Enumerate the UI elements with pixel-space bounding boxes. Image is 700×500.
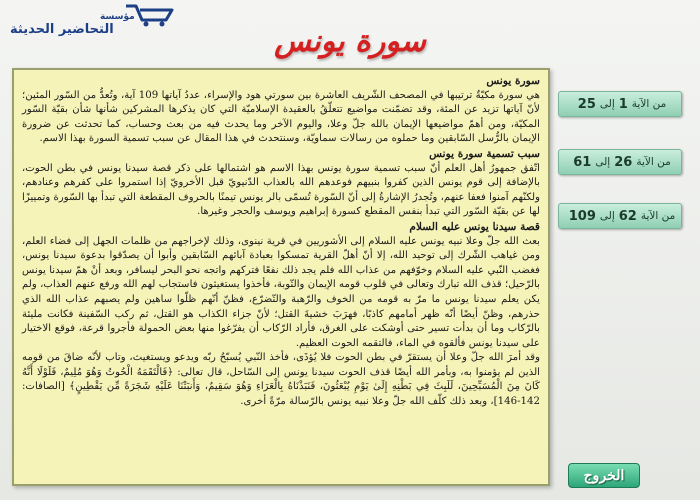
nav-sep: إلى: [599, 210, 615, 222]
nav-sep: إلى: [599, 98, 615, 110]
logo-name: التحاضير الحديثة: [10, 22, 114, 37]
nav-sep: إلى: [595, 156, 611, 168]
nav-prefix: من الآية: [631, 98, 667, 110]
exit-button[interactable]: الخروج: [568, 463, 640, 488]
section-paragraph: بعث الله جلّ وعلا نبيه يونس عليه السلام إلى الأشوريين في قرية نينوى، وذلك لإخراجهم من ظلمات الجهل إلى فضاء العلم، ومن غياهب الشّرك إلى توحيد الله، إلا أنّ أهلّ القرية تمسكوا بعبادة آبائهم السّابقين وأبوا أن يصدّقوا بدعوة سيدنا يونس، فغضب النّبي عليه السلام وخوّفهم من عذاب الله فلم يجد ذلك نفعًا فتركهم واتجه نحو البحر ليسافر، وبعد أنْ همّ سيدنا يونس بالرّحيل؛ قذف الله تبارك وتعالى في قلوب قومه الإيمان والتّوبة، فأخذوا يستغيثون فاستجاب لهم الله ورفع عنهم العذاب، ولم يكن يعلم سيدنا يونس ما مرّ به قومه من الخوف والرّهبة والتّضرّع، فظنّ أنّهم ظلّوا ساهين ولم يصبهم عذاب الله الذي حذرهم، وظنّ أيضًا أنّه ظهر أمامهم كاذبًا، فهرَبَ خشيةَ القتل؛ لأنّ جزاء الكذاب هو القتل، ثم ركب السّفينة فكانت مليئة بالرّكاب وما أن بدأت تسير حتى أوشكت على الغرق، فأراد الرّكاب أن يفرّغوا منها بعض الحمولة فأجروا قرعة، فوقع الاختيار على سيدنا يونس فألقوه في الماء، فالتقمه الحوت العظيم.: [22, 235, 540, 349]
nav-button-verses-1-25[interactable]: [558, 91, 682, 117]
nav-to: 61: [573, 154, 592, 170]
nav-button-verses-62-109[interactable]: [558, 203, 682, 229]
section-paragraph: اتّفق جمهورُ أهل العلم أنّ سبب تسمية سورة يونس بهذا الاسم هو اشتمالها على ذكر قصة سيدنا يونس في بطن الحوت، بالإضافة إلى قوم يونس الذين كفروا بنبيهم فوعدهم الله بالعذاب الدّنيويّ قبل الأخرويّ إذا استمروا على كفرهم وعنادهم، ولكنّهم آمنوا فعفا عنهم، وتُجدرُ الإشارةُ إلى أنّ السّورة تُسمّى بالر يونس تيمنًا بالحروف المقطعة التي تبدأ بها السّورة وتمييزًا لها عن بقيّة السّور التي تبدأ بنفس المقطع كسورة إبراهيم ويوسف والحجر وغيرها.: [22, 162, 540, 218]
section-heading: قصة سيدنا يونس عليه السلام: [409, 220, 540, 233]
nav-from: 1: [618, 96, 628, 112]
section-heading: سبب تسمية سورة يونس: [429, 147, 540, 160]
page-title: سورة يونس: [274, 24, 426, 59]
nav-prefix: من الآية: [636, 156, 671, 168]
nav-prefix: من الآية: [640, 210, 676, 222]
section-paragraph: هي سورة مكيّةٌ ترتيبها في المصحف الشّريف العاشرة بين سورتي هود والإسراء، عددُ آياتها 109 آية، وتُعدُّ من السّور المئين؛ لأنّ آياتها تزيد عن المئة، وقد تضمّنت مواضيع تتعلّقُ بالعقيدة الإسلاميّة التي كان يذكرها المشركين شأنها شأن بقيّة السّور المكيّة، ومن أهمّ مواضيعها الإيمان بالله جلّ وعلا، واليوم الآخر وما يحدث فيه من بعث وحساب، كما تحدثت عن ضرورة الإيمان بالرُّسل السّابقين وما حملوه من رسالات سماويّة، وسنتحدث في هذا المقال عن سبب تسمية السورة بهذا الاسم.: [22, 89, 540, 145]
nav-from: 26: [614, 154, 633, 170]
nav-from: 62: [618, 208, 637, 224]
section-heading: سورة يونس: [486, 75, 540, 87]
content-panel[interactable]: [12, 68, 550, 486]
nav-to: 109: [568, 208, 596, 224]
nav-button-verses-26-61[interactable]: [558, 149, 682, 175]
section-paragraph: وقد أمرَ الله جلّ وعلا أن يستقرّ في بطن الحوت فلا يُؤذَى، فأخذ النّبي يُسبّحُ ربّه ويدعو ويستغيث، وتاب لأنّه ضاقَ من قومه الذين لم يؤمنوا به، وبأمر الله أيضًا قذف الحوت سيدنا يونس إلى السّاحل، قال تعالى: ﴿فَالْتَقَمَهُ الْحُوتُ وَهُوَ مُلِيمٌ، فَلَوْلَا أَنَّهُ كَانَ مِنَ الْمُسَبِّحِينَ، لَلَبِثَ فِي بَطْنِهِ إِلَىٰ يَوْمِ يُبْعَثُونَ، فَنَبَذْنَاهُ بِالْعَرَاءِ وَهُوَ سَقِيمٌ، وَأَنبَتْنَا عَلَيْهِ شَجَرَةً مِّن يَقْطِينٍ﴾ [الصافات: 142-146]، وبعد ذلك كلّف الله جلّ وعلا نبيه يونس بالرّسالة مرّةً أخرى.: [22, 352, 540, 408]
logo-subtitle: مؤسسة: [100, 12, 135, 22]
nav-to: 25: [577, 96, 596, 112]
